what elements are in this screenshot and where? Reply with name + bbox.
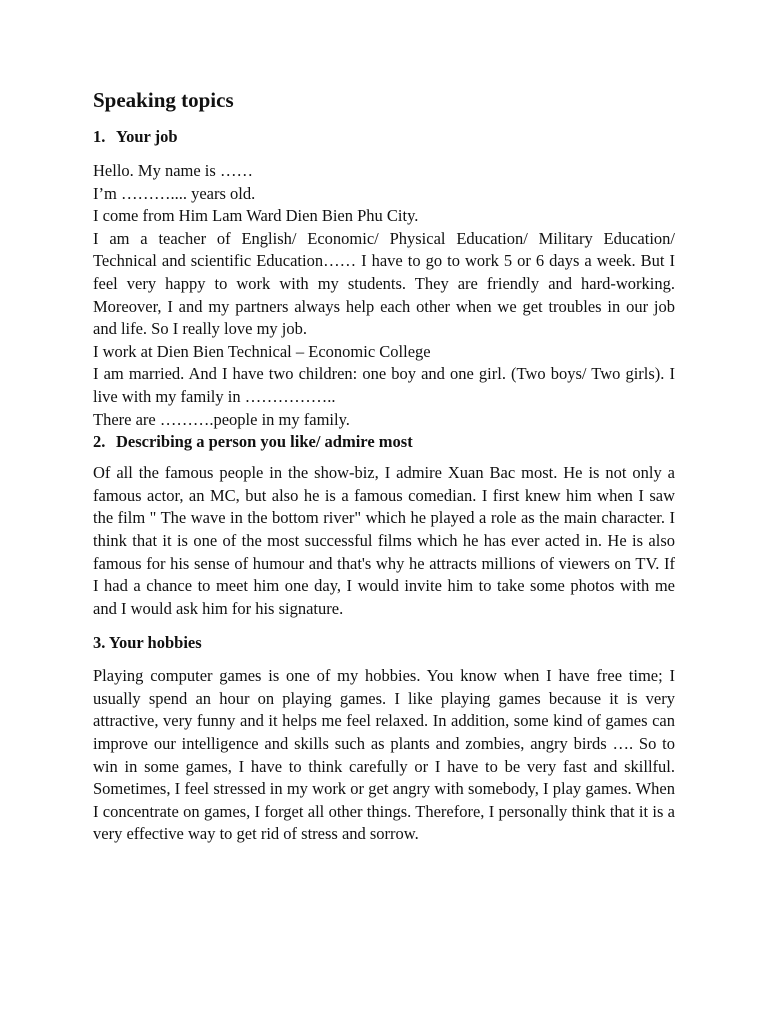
section-1-heading-text: Your job bbox=[116, 127, 178, 146]
section-1-line-workplace: I work at Dien Bien Technical – Economic College bbox=[93, 341, 431, 361]
section-1-line-hometown: I come from Him Lam Ward Dien Bien Phu City. bbox=[93, 206, 419, 226]
section-1-line-age: I’m ……….... years old. bbox=[93, 183, 256, 203]
section-2-paragraph: Of all the famous people in the show-biz, I admire Xuan Bac most. He is not only a famous actor, an MC, but also he is a famous comedian. I first knew him when I saw the film " The wave in the bottom river" which he played a role as the main character. I think that it is one of the most successful films which he has ever acted in. He is also famous for his sense of humour and that's why he attracts millions of viewers on TV. If I had a chance to meet him one day, I would invite him to take some photos with me and I would ask him for his signature. bbox=[93, 463, 675, 618]
section-2-number: 2. bbox=[93, 432, 106, 452]
section-1-heading bbox=[93, 126, 675, 148]
section-2-heading-text: Describing a person you like/ admire most bbox=[116, 432, 413, 452]
section-3-paragraph: Playing computer games is one of my hobbies. You know when I have free time; I usually spend an hour on playing games. I like playing games because it is very attractive, very funny and it helps me feel relaxed. In addition, some kind of games can improve our intelligence and skills such as plants and zombies, angry birds …. So to win in some games, I have to think carefully or I have to be very fast and skillful. Sometimes, I feel stressed in my work or get angry with somebody, I play games. When I concentrate on games, I forget all other things. Therefore, I personally think that it is a very effective way to get rid of stress and sorrow. bbox=[93, 666, 675, 844]
section-1-line-family: I am married. And I have two children: one boy and one girl. (Two boys/ Two girls). I live with my family in …………….. bbox=[93, 364, 675, 406]
section-1-line-teacher: I am a teacher of English/ Economic/ Physical Education/ Military Education/ Technical and scientific Education…… I have to go to work 5 or 6 days a week. But I feel very happy to work with my students. They are friendly and hard-working. Moreover, I and my partners always help each other when we get troubles in our job and life. So I really love my job. bbox=[93, 228, 675, 339]
section-1-body bbox=[93, 160, 675, 431]
section-1-line-name: Hello. My name is …… bbox=[93, 161, 253, 180]
section-3-heading: 3. Your hobbies bbox=[93, 633, 202, 653]
section-1-number: 1. bbox=[93, 127, 106, 146]
section-1-line-family-count: There are ……….people in my family. bbox=[93, 409, 350, 429]
section-2-heading bbox=[93, 431, 675, 453]
document-title: Speaking topics bbox=[93, 88, 234, 112]
